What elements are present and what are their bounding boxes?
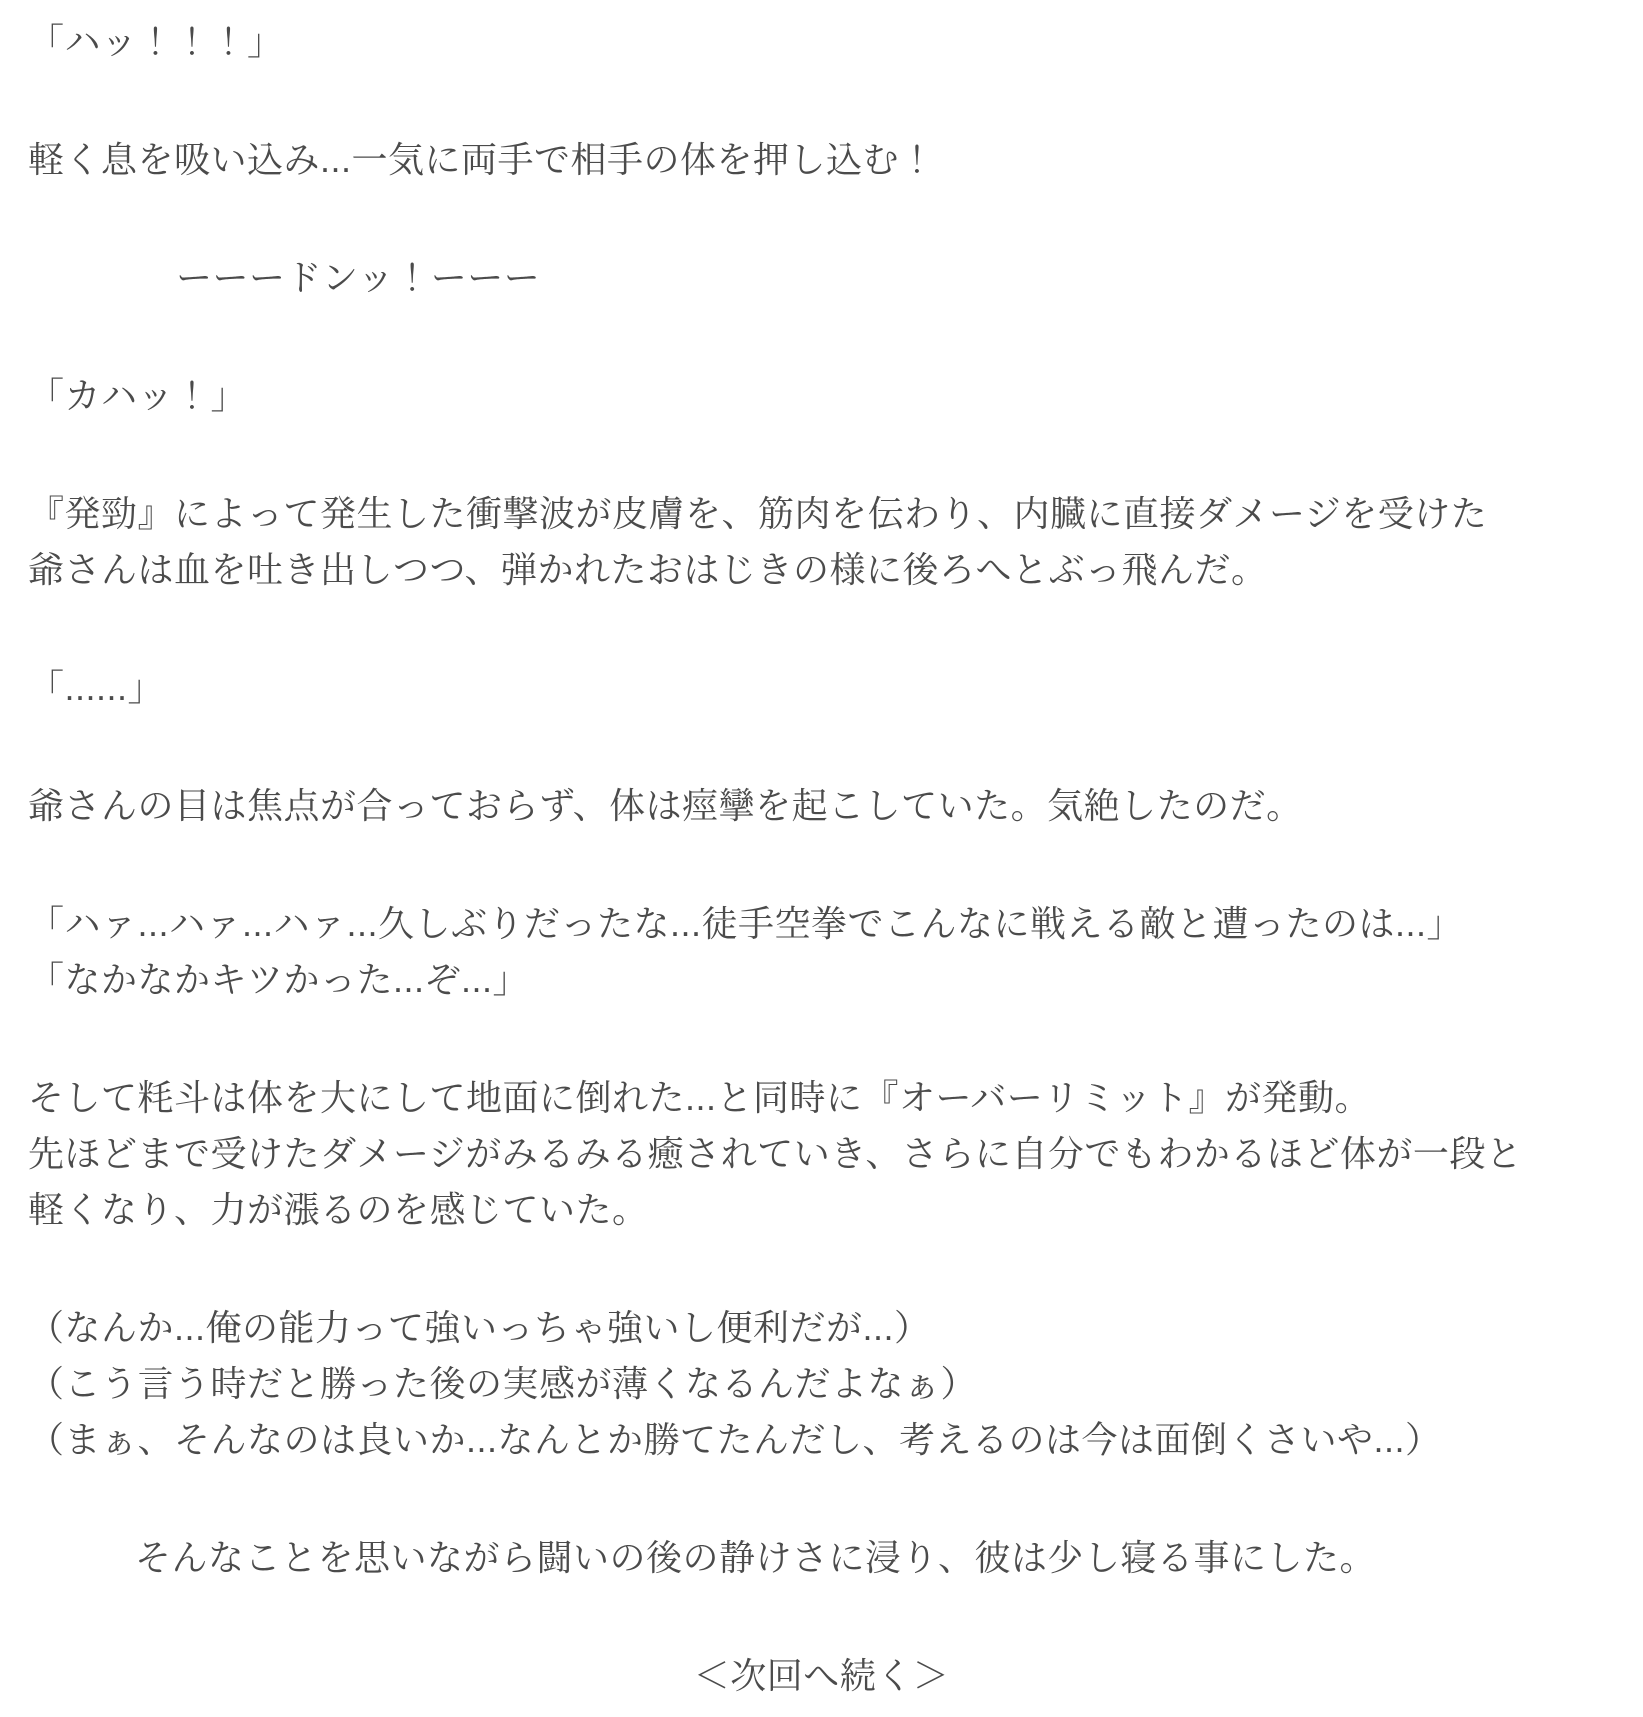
to-be-continued-label: ＜次回へ続く＞ bbox=[693, 1655, 950, 1696]
narration-line: 爺さんの目は焦点が合っておらず、体は痙攣を起こしていた。気絶したのだ。 bbox=[28, 785, 1303, 826]
paragraph-closing-narration bbox=[28, 1530, 1615, 1586]
sound-effect-line: ーーードンッ！ーーー bbox=[176, 257, 541, 298]
dialogue-line: 「なかなかキツかった...ぞ...」 bbox=[28, 959, 530, 1000]
narration-line: 軽くなり、力が漲るのを感じていた。 bbox=[28, 1189, 649, 1230]
narration-line: 『発勁』によって発生した衝撃波が皮膚を、筋肉を伝わり、内臓に直接ダメージを受けた bbox=[28, 493, 1488, 534]
paragraph-inner-monologue bbox=[28, 1300, 1615, 1468]
paragraph-exhausted-dialogue bbox=[28, 896, 1615, 1008]
dialogue-line: 「......」 bbox=[28, 667, 165, 708]
dialogue-line: 「ハァ...ハァ...ハァ...久しぶりだったな...徒手空拳でこんなに戦える敵と遭ったのは...」 bbox=[28, 903, 1464, 944]
paragraph-silence bbox=[28, 660, 1615, 716]
narration-line: そんなことを思いながら闘いの後の静けさに浸り、彼は少し寝る事にした。 bbox=[135, 1537, 1377, 1578]
narration-line: 軽く息を吸い込み...一気に両手で相手の体を押し込む！ bbox=[28, 139, 936, 180]
paragraph-impact-description bbox=[28, 486, 1615, 598]
paragraph-overlimit-activation bbox=[28, 1070, 1615, 1238]
narration-line: そして粍斗は体を大にして地面に倒れた...と同時に『オーバーリミット』が発動。 bbox=[28, 1077, 1371, 1118]
dialogue-line: 「カハッ！」 bbox=[28, 375, 248, 416]
paragraph-knockout-description bbox=[28, 778, 1615, 834]
dialogue-line: 「ハッ！！！」 bbox=[28, 21, 284, 62]
thought-line: （こう言う時だと勝った後の実感が薄くなるんだよなぁ） bbox=[28, 1363, 978, 1404]
paragraph-gasp bbox=[28, 368, 1615, 424]
narration-line: 爺さんは血を吐き出しつつ、弾かれたおはじきの様に後ろへとぶっ飛んだ。 bbox=[28, 549, 1268, 590]
narration-line: 先ほどまで受けたダメージがみるみる癒されていき、さらに自分でもわかるほど体が一段と bbox=[28, 1133, 1523, 1174]
thought-line: （まぁ、そんなのは良いか...なんとか勝てたんだし、考えるのは今は面倒くさいや...） bbox=[28, 1419, 1442, 1460]
paragraph-shout bbox=[28, 14, 1615, 70]
paragraph-sound-effect bbox=[28, 250, 1615, 306]
paragraph-action bbox=[28, 132, 1615, 188]
thought-line: （なんか...俺の能力って強いっちゃ強いし便利だが...） bbox=[28, 1307, 931, 1348]
paragraph-to-be-continued bbox=[28, 1648, 1615, 1704]
